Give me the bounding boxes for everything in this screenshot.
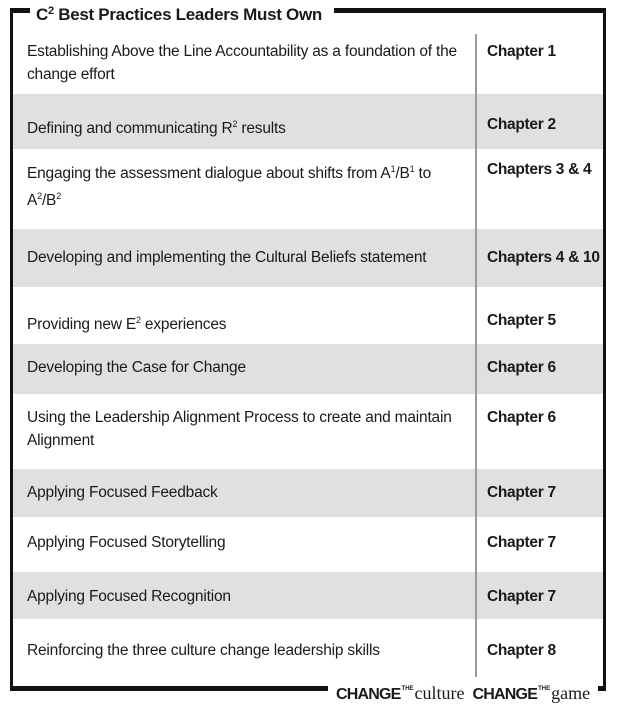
- practice-text: Applying Focused Feedback: [27, 484, 218, 501]
- column-divider: [475, 34, 477, 684]
- table-row: [13, 94, 603, 149]
- practice-text: Establishing Above the Line Accountability as a foundation of the change effort: [27, 43, 457, 83]
- chapter-reference: Chapter 6: [487, 409, 556, 426]
- practice-text: Applying Focused Recognition: [27, 588, 231, 605]
- chapter-reference: Chapter 5: [487, 312, 556, 329]
- best-practices-table: [10, 0, 606, 703]
- practice-text: Defining and communicating $R^2$ results: [27, 119, 286, 137]
- table-row: [13, 517, 603, 572]
- practice-text: Reinforcing the three culture change leadership skills: [27, 642, 380, 659]
- practice-text: Using the Leadership Alignment Process to create and maintain Alignment: [27, 409, 452, 449]
- table-row: [13, 572, 603, 619]
- chapter-reference: Chapter 7: [487, 588, 556, 605]
- right-border: [603, 10, 606, 688]
- chapter-reference: Chapter 7: [487, 484, 556, 501]
- table-row: [13, 34, 603, 94]
- practice-text: Developing and implementing the Cultural Beliefs statement: [27, 249, 427, 266]
- table-row: [13, 287, 603, 344]
- table-row: [13, 229, 603, 287]
- chapter-reference: Chapter 6: [487, 359, 556, 376]
- chapter-reference: Chapters 3 & 4: [487, 161, 592, 178]
- table-row: [13, 344, 603, 394]
- table-row: [13, 149, 603, 229]
- table-row: [13, 469, 603, 517]
- table-row: [13, 394, 603, 469]
- brand-logo: $CHANGE^{THE}culture$ $CHANGE^{THE}game$: [328, 677, 598, 701]
- table-row: [13, 619, 603, 684]
- chapter-reference: Chapter 1: [487, 43, 556, 60]
- chapter-reference: Chapter 7: [487, 534, 556, 551]
- practice-text: Applying Focused Storytelling: [27, 534, 226, 551]
- chapter-reference: Chapters 4 & 10: [487, 249, 600, 266]
- chapter-reference: Chapter 8: [487, 642, 556, 659]
- chapter-reference: Chapter 2: [487, 116, 556, 133]
- table-title: $C^2$ Best Practices Leaders Must Own: [30, 0, 334, 22]
- practice-text: Providing new $E^2$ experiences: [27, 315, 227, 333]
- practice-text: Engaging the assessment dialogue about shifts from $A^1/B^1$ to $A^2/B^2$: [27, 164, 432, 209]
- practice-text: Developing the Case for Change: [27, 359, 246, 376]
